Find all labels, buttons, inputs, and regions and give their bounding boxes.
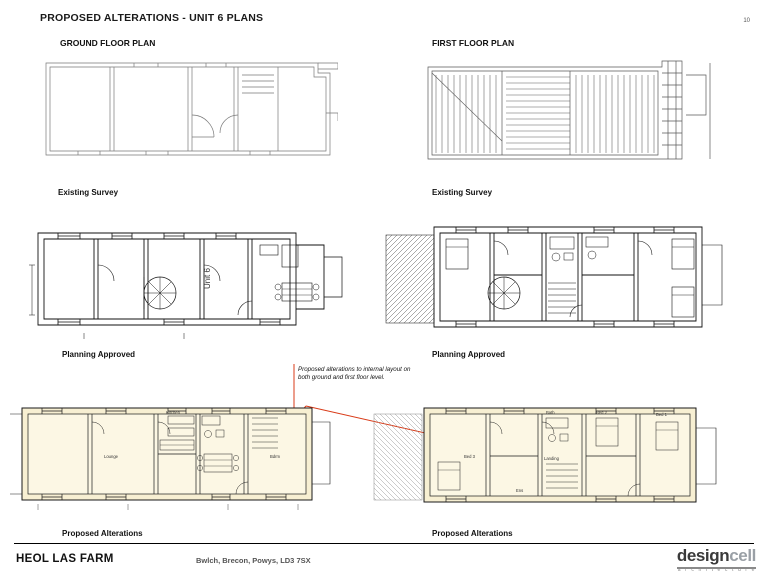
plan-first-existing-survey [410,55,730,180]
project-address: Bwlch, Brecon, Powys, LD3 7SX [196,556,311,565]
project-title: HEOL LAS FARM [16,553,114,565]
designcell-logo [677,546,756,573]
svg-text:Unit 6: Unit 6 [203,268,212,289]
logo-text-design: design [676,546,730,565]
plan-ground-proposed-alterations [8,392,348,522]
footer-divider [14,543,754,544]
caption-ground-proposed-alterations: Proposed Alterations [62,529,143,538]
caption-first-planning-approved: Planning Approved [432,350,506,359]
caption-first-existing-survey: Existing Survey [432,188,493,197]
page-number: 10 [743,18,750,24]
svg-text:Lounge: Lounge [104,454,118,459]
svg-text:Bed 1: Bed 1 [656,412,667,417]
plan-first-planning-approved [382,205,732,345]
svg-text:Bath: Bath [546,410,555,415]
logo-text-cell: cell [729,546,756,565]
caption-first-proposed-alterations: Proposed Alterations [432,529,513,538]
plan-ground-planning-approved [24,205,354,345]
svg-text:Bed 2: Bed 2 [596,410,607,415]
heading-ground-floor-plan: GROUND FLOOR PLAN [60,38,156,48]
logo-subtitle: a r c h i t e c t u r e [677,567,756,573]
heading-first-floor-plan: FIRST FLOOR PLAN [432,38,515,48]
annotation-proposed-alterations: Proposed alterations to internal layout on both ground and first floor level. [298,366,411,382]
plan-ground-existing-survey [38,55,338,180]
caption-ground-planning-approved: Planning Approved [62,350,136,359]
svg-text:Bed 3: Bed 3 [464,454,475,459]
plan-first-proposed-alterations [368,392,728,522]
svg-text:Landing: Landing [544,456,559,461]
svg-text:Bdrm: Bdrm [270,454,281,459]
caption-ground-existing-survey: Existing Survey [58,188,119,197]
page-title: PROPOSED ALTERATIONS - UNIT 6 PLANS [40,12,264,24]
svg-text:Ens: Ens [516,488,524,493]
svg-text:Kitchen: Kitchen [166,410,180,415]
